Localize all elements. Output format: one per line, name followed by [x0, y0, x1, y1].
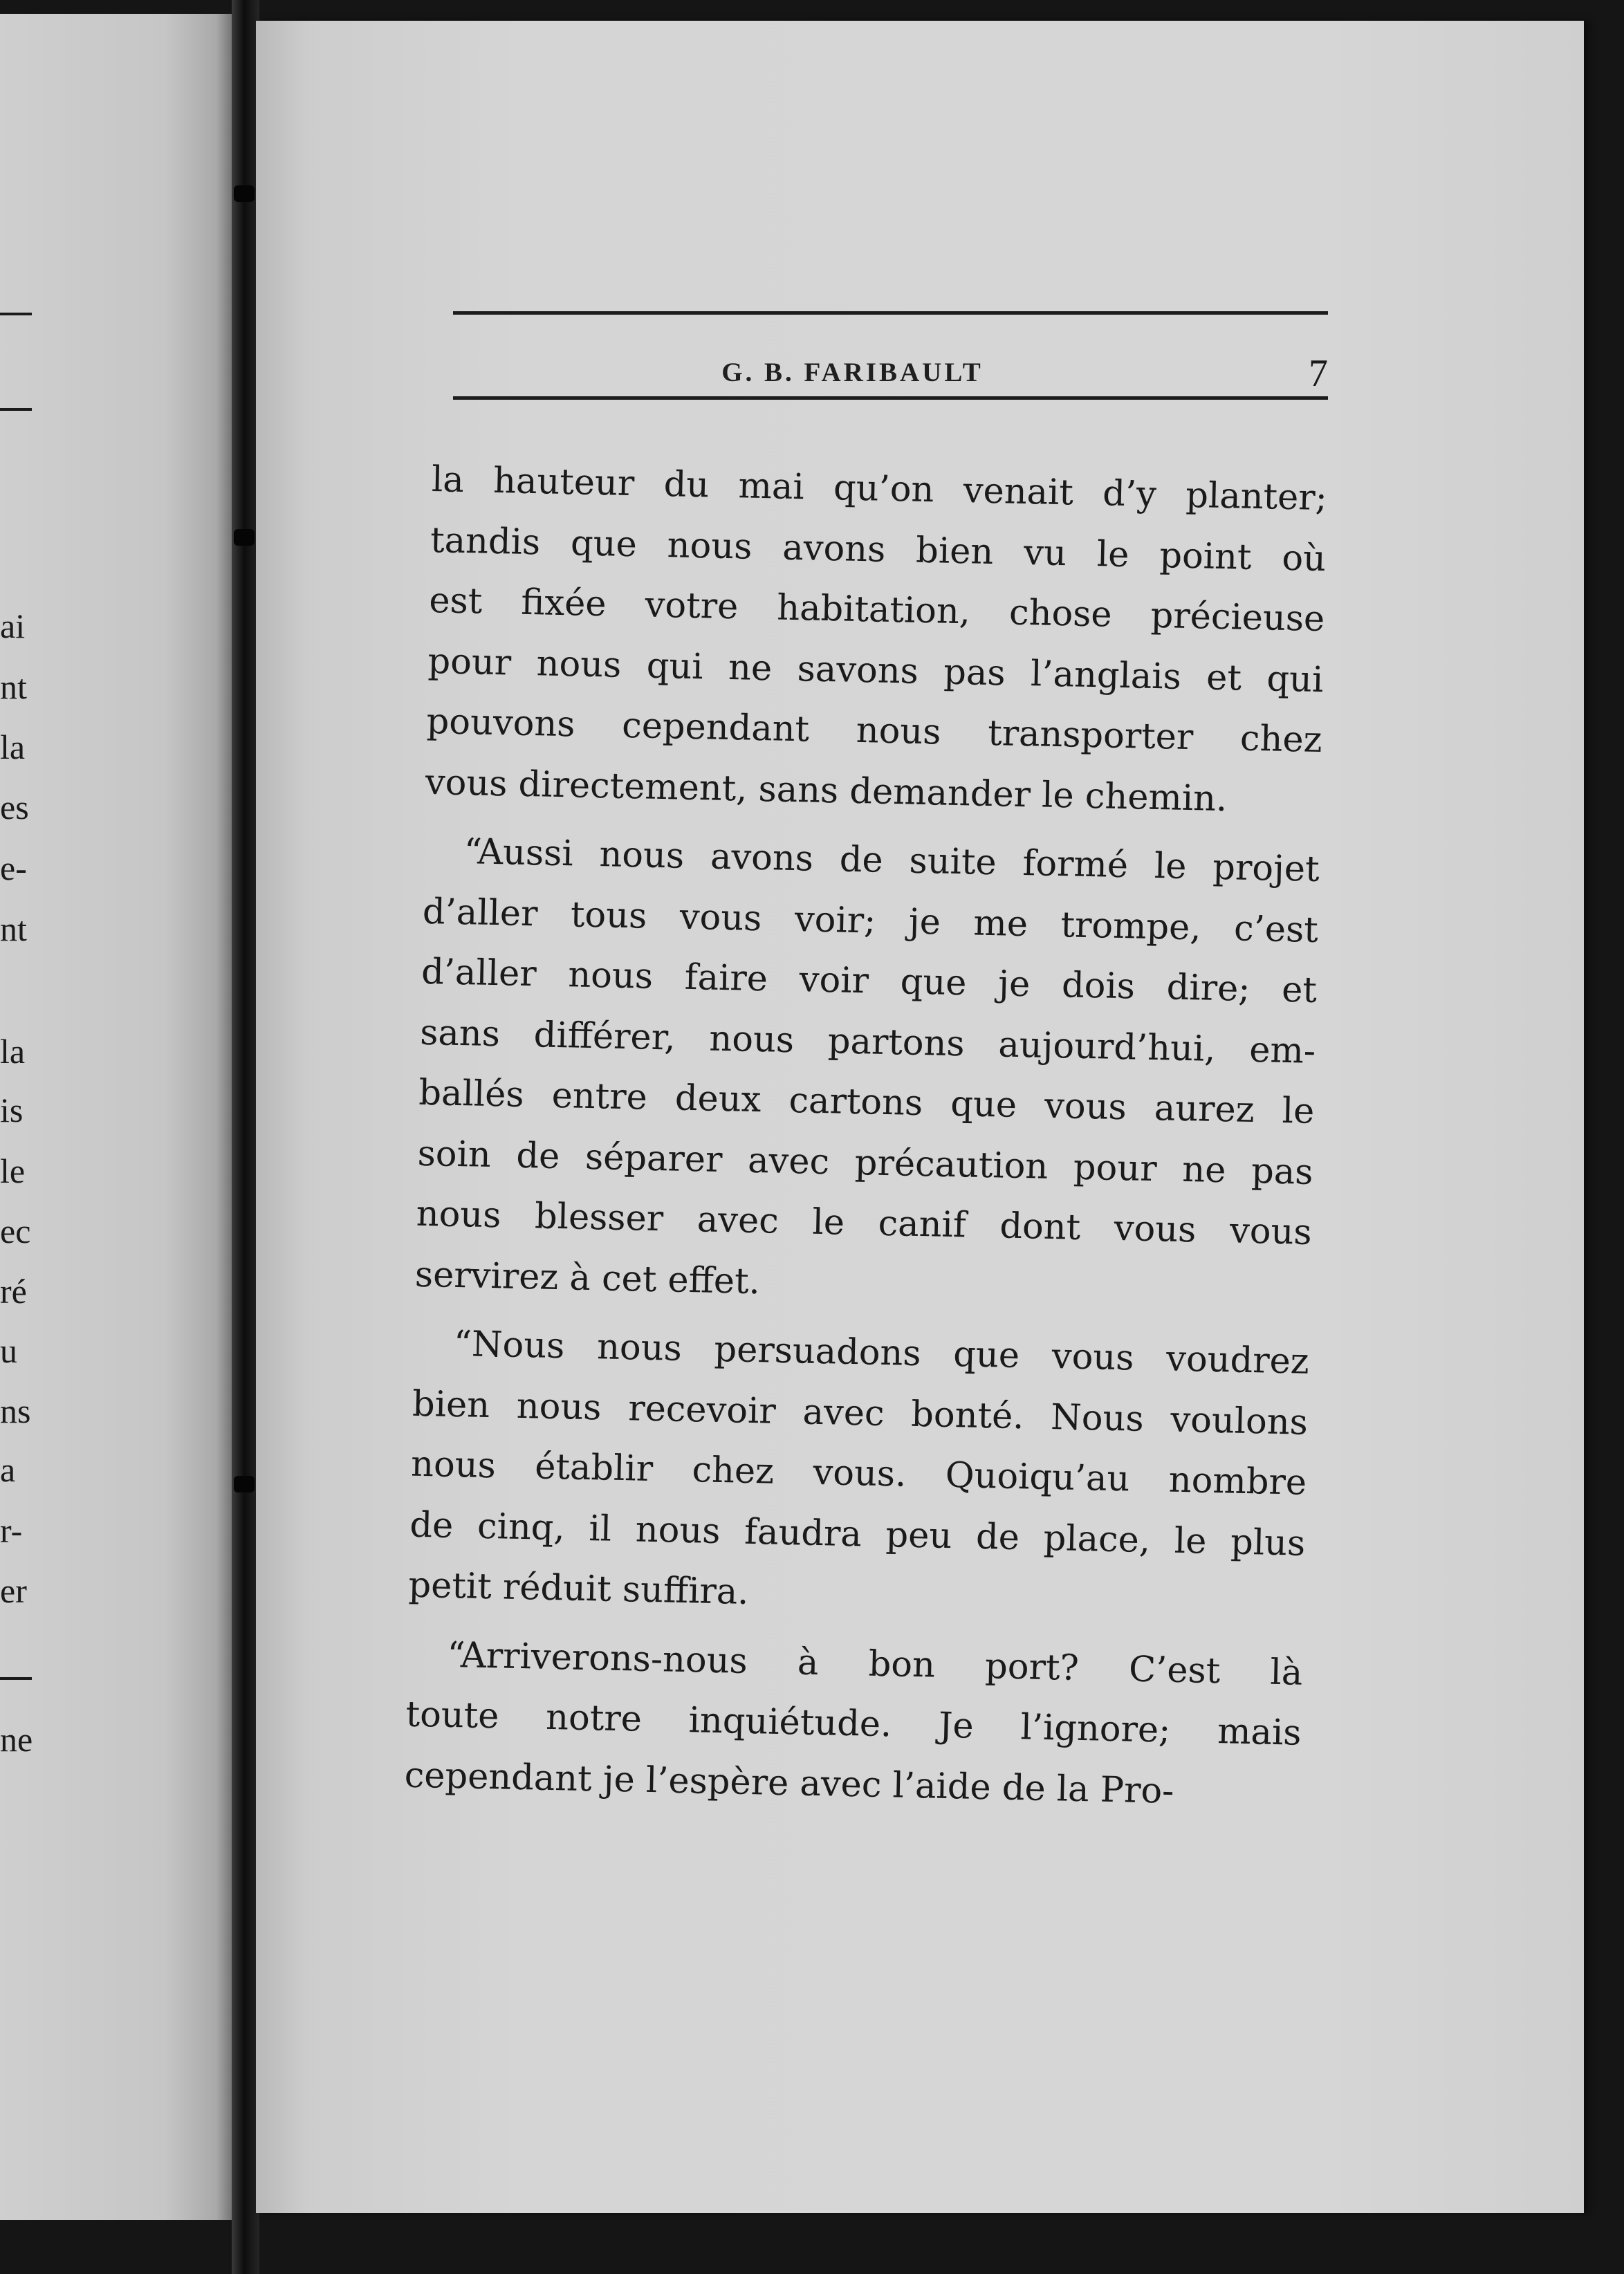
paragraph [404, 1624, 1303, 1824]
body-text [404, 450, 1328, 1824]
facing-page-fragment: a [0, 1450, 16, 1489]
facing-page-fragment: ré [0, 1272, 27, 1311]
text-line: toute notre inquiétude. Je l’ignore; mais [405, 1694, 1302, 1754]
paragraph [408, 1313, 1310, 1635]
binding-stitch [234, 529, 255, 546]
text-line: servirez à cet effet. [414, 1254, 761, 1302]
header-bottom-rule [453, 396, 1328, 400]
text-line: pouvons cependant nous transporter chez [426, 701, 1323, 761]
running-head-title: G. B. FARIBAULT [721, 358, 984, 387]
text-line: nous établir chez vous. Quoiqu’au nombre [410, 1443, 1307, 1504]
facing-page-bottom-rule [0, 408, 32, 411]
text-line: “Arriverons-nous à bon port? C’est là [446, 1634, 1303, 1694]
binding-stitch [234, 185, 255, 202]
facing-page-fragment: la [0, 728, 26, 766]
text-line: d’aller tous vous voir; je me trompe, c’est [422, 891, 1319, 951]
facing-page-fragment: ai [0, 607, 26, 645]
text-line: “Aussi nous avons de suite formé le projet [463, 831, 1320, 890]
text-line: petit réduit suffira. [407, 1564, 750, 1613]
text-line: ballés entre deux cartons que vous aurez le [418, 1072, 1315, 1132]
facing-page-fragment: la [0, 1032, 26, 1071]
text-line: soin de séparer avec précaution pour ne pas [417, 1133, 1314, 1193]
text-line: sans différer, nous partons aujourd’hui, em- [419, 1012, 1316, 1072]
text-line: la hauteur du mai qu’on venait d’y planter; [431, 459, 1328, 519]
text-line: de cinq, il nous faudra peu de place, le plus [409, 1504, 1306, 1564]
text-line: “Nous nous persuadons que vous voudrez [453, 1323, 1310, 1383]
facing-page-fragment: ec [0, 1212, 31, 1250]
paragraph [414, 821, 1320, 1324]
text-line: tandis que nous avons bien vu le point où [430, 519, 1327, 580]
header-top-rule [453, 311, 1328, 315]
book-gutter [232, 0, 259, 2274]
page-number: 7 [1309, 352, 1328, 395]
facing-page-fragment: le [0, 1152, 26, 1190]
text-line: est fixée votre habitation, chose précieuse [428, 580, 1325, 640]
facing-page-fragment: r- [0, 1511, 23, 1550]
facing-page-section-rule [0, 1677, 32, 1680]
facing-page-fragment: u [0, 1331, 17, 1370]
text-line: cependant je l’espère avec l’aide de la Pro- [404, 1755, 1174, 1812]
facing-page-fragment: nt [0, 909, 27, 948]
paragraph [425, 450, 1328, 831]
facing-page [0, 14, 235, 2220]
facing-page-fragment: ne [0, 1720, 33, 1759]
facing-page-fragment: nt [0, 667, 27, 706]
facing-page-fragment: es [0, 788, 29, 826]
facing-page-fragment: er [0, 1571, 27, 1610]
facing-page-fragment: is [0, 1091, 24, 1129]
text-line: nous blesser avec le canif dont vous vous [416, 1193, 1313, 1253]
text-line: bien nous recevoir avec bonté. Nous voulons [412, 1383, 1309, 1443]
facing-page-fragment: e- [0, 849, 27, 887]
text-line: vous directement, sans demander le chemin. [425, 761, 1228, 820]
facing-page-fragment: ns [0, 1392, 31, 1430]
text-line: pour nous qui ne savons pas l’anglais et qui [427, 640, 1324, 701]
binding-stitch [234, 1476, 255, 1492]
text-line: d’aller nous faire voir que je dois dire; et [421, 951, 1318, 1011]
book-page [256, 21, 1584, 2213]
facing-page-top-rule [0, 313, 32, 315]
